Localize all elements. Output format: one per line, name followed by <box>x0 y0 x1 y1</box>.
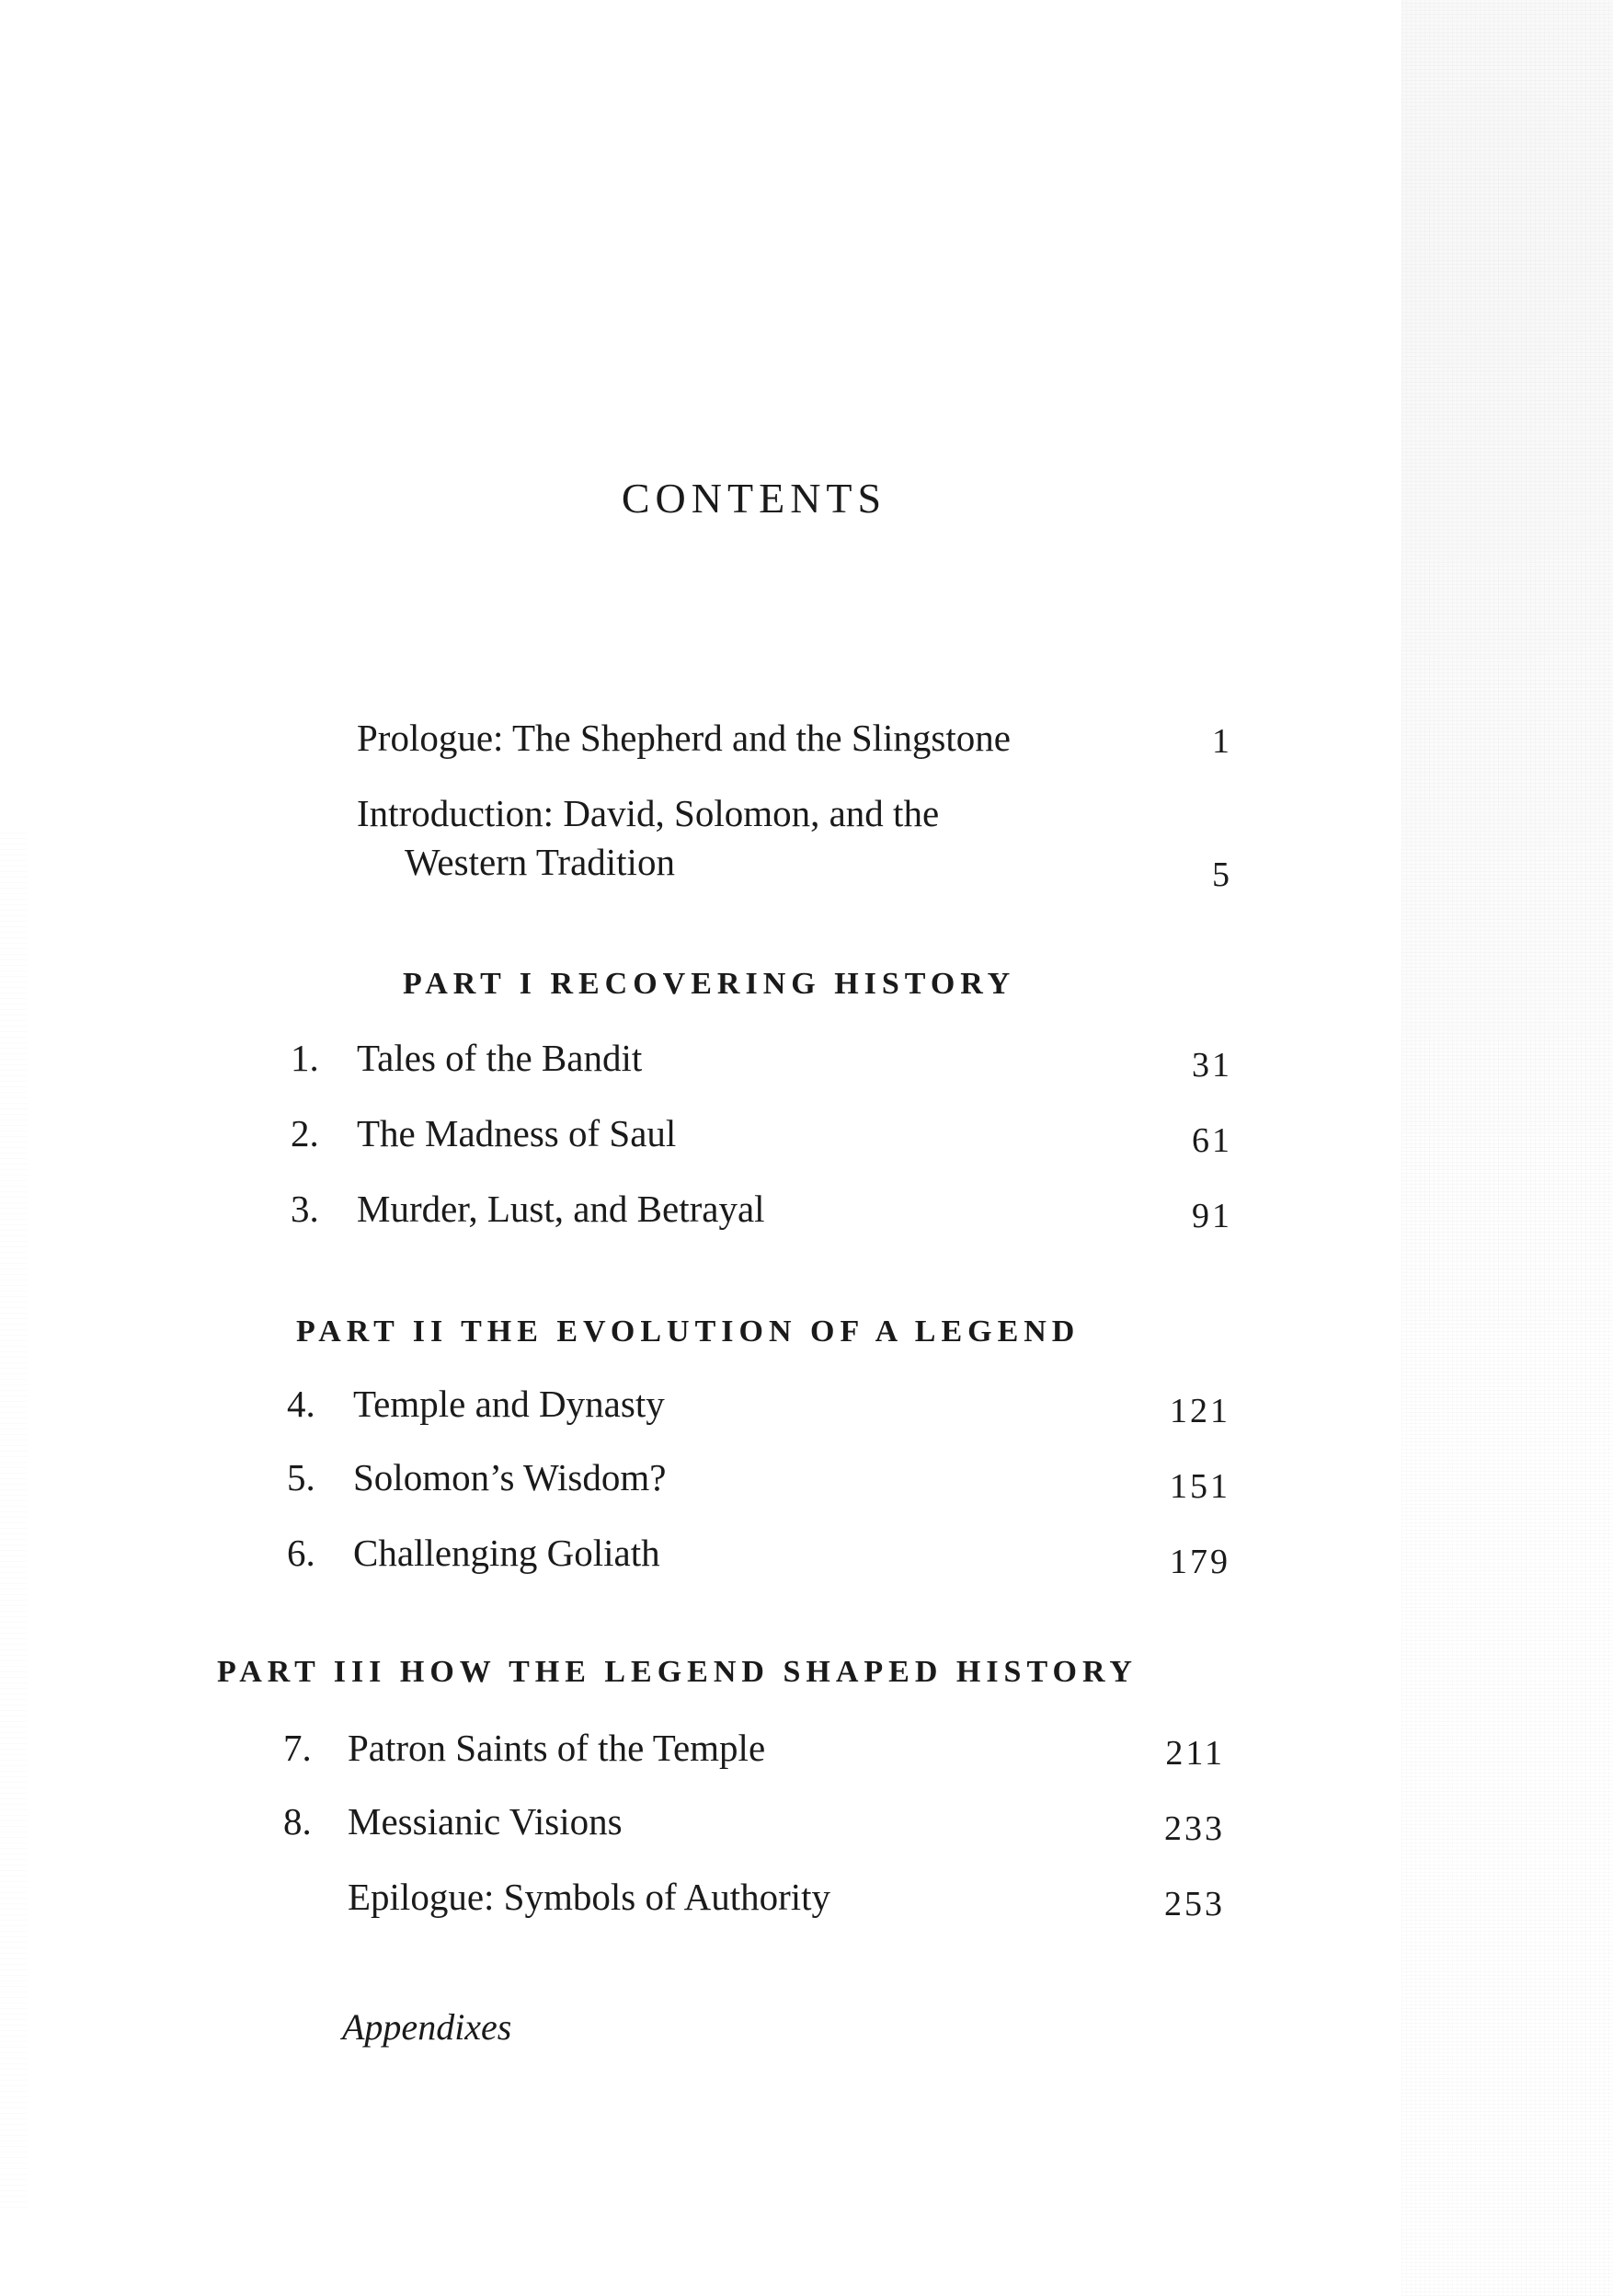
toc-entry-epilogue[interactable]: Epilogue: Symbols of Authority <box>348 1876 831 1918</box>
toc-entry-introduction-line2[interactable]: Western Tradition <box>405 841 675 883</box>
toc-entry-chapter-3[interactable]: Murder, Lust, and Betrayal <box>357 1188 765 1230</box>
toc-page-chapter-7: 211 <box>1165 1734 1225 1773</box>
scan-edge-noise <box>1401 0 1613 2296</box>
scan-edge-noise-left <box>0 828 28 2208</box>
chapter-number: 2. <box>291 1112 319 1154</box>
toc-entry-prologue[interactable]: Prologue: The Shepherd and the Slingstone <box>357 717 1011 759</box>
chapter-number: 8. <box>283 1800 312 1843</box>
toc-entry-chapter-5[interactable]: Solomon’s Wisdom? <box>353 1456 667 1498</box>
toc-page-chapter-3: 91 <box>1192 1197 1232 1235</box>
toc-page-chapter-8: 233 <box>1164 1809 1225 1848</box>
toc-entry-chapter-8[interactable]: Messianic Visions <box>348 1800 623 1843</box>
toc-entry-chapter-4[interactable]: Temple and Dynasty <box>353 1383 665 1425</box>
part-heading-1: PART I RECOVERING HISTORY <box>403 967 1016 1001</box>
toc-entry-introduction-line1[interactable]: Introduction: David, Solomon, and the <box>357 792 940 834</box>
chapter-number: 4. <box>287 1383 315 1425</box>
part-heading-3: PART III HOW THE LEGEND SHAPED HISTORY <box>217 1655 1138 1689</box>
toc-page-chapter-1: 31 <box>1192 1046 1232 1085</box>
toc-page-epilogue: 253 <box>1164 1885 1225 1923</box>
page-title: CONTENTS <box>621 475 887 522</box>
chapter-number: 5. <box>287 1456 315 1498</box>
chapter-number: 3. <box>291 1188 319 1230</box>
chapter-number: 6. <box>287 1532 315 1574</box>
toc-page-chapter-5: 151 <box>1170 1467 1230 1506</box>
chapter-number: 1. <box>291 1037 319 1079</box>
toc-page-introduction: 5 <box>1212 855 1232 894</box>
toc-page-prologue: 1 <box>1212 722 1232 761</box>
chapter-number: 7. <box>283 1727 312 1769</box>
part-heading-2: PART II THE EVOLUTION OF A LEGEND <box>296 1314 1081 1349</box>
toc-entry-chapter-1[interactable]: Tales of the Bandit <box>357 1037 643 1079</box>
toc-page-chapter-2: 61 <box>1192 1121 1232 1160</box>
toc-entry-chapter-6[interactable]: Challenging Goliath <box>353 1532 660 1574</box>
toc-page-chapter-6: 179 <box>1170 1543 1230 1581</box>
toc-entry-chapter-2[interactable]: The Madness of Saul <box>357 1112 677 1154</box>
toc-entry-chapter-7[interactable]: Patron Saints of the Temple <box>348 1727 766 1769</box>
toc-entry-appendixes[interactable]: Appendixes <box>342 2006 512 2048</box>
toc-page-chapter-4: 121 <box>1170 1392 1230 1430</box>
